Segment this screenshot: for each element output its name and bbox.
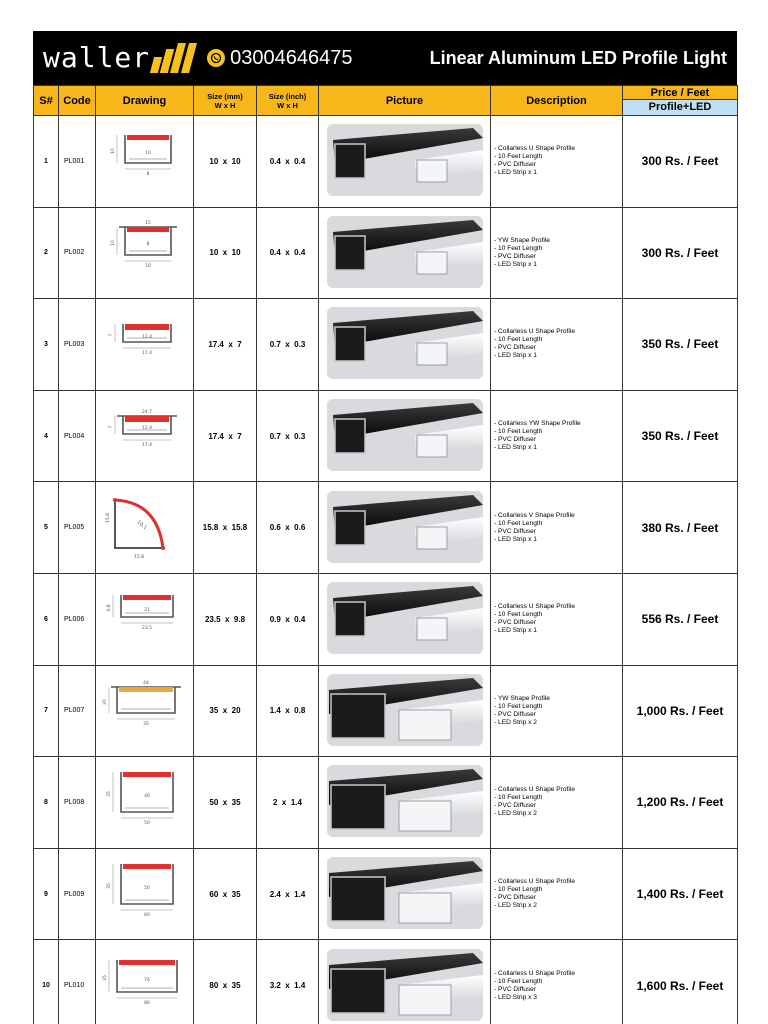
row-picture — [319, 573, 491, 665]
row-drawing — [96, 482, 194, 574]
description-line: - 10 Feet Length — [494, 519, 543, 527]
svg-text:8: 8 — [146, 241, 149, 247]
description-line: - Collarless U Shape Profile — [494, 328, 575, 336]
whatsapp-icon — [207, 49, 225, 67]
row-drawing — [96, 116, 194, 208]
row-size-inch: 0.9 x 0.4 — [257, 573, 319, 665]
row-sn: 10 — [34, 940, 59, 1024]
description-line: - 10 Feet Length — [494, 428, 543, 436]
svg-text:35: 35 — [106, 883, 112, 889]
row-size-inch: 2.4 x 1.4 — [257, 848, 319, 940]
col-sn: S# — [34, 86, 59, 116]
svg-text:17.4: 17.4 — [141, 443, 152, 449]
product-photo-image — [323, 212, 487, 294]
row-sn: 3 — [34, 299, 59, 391]
svg-text:24.7: 24.7 — [141, 410, 152, 416]
description-line: - Collarless YW Shape Profile — [494, 420, 581, 428]
description-line: - PVC Diffuser — [494, 161, 537, 169]
product-photo-image — [323, 395, 487, 477]
table-header-row — [34, 86, 738, 116]
svg-text:17.4: 17.4 — [141, 351, 152, 357]
description-line: - Collarless U Shape Profile — [494, 969, 575, 977]
table-row — [34, 482, 738, 574]
row-size-mm: 23.5 x 9.8 — [194, 573, 257, 665]
description-line: - LED Strip x 1 — [494, 352, 537, 360]
row-sn: 2 — [34, 207, 59, 299]
product-photo-image — [323, 487, 487, 569]
row-size-inch: 0.4 x 0.4 — [257, 207, 319, 299]
product-table — [33, 85, 738, 1024]
row-picture — [319, 390, 491, 482]
description-line: - LED Strip x 2 — [494, 718, 537, 726]
row-picture — [319, 482, 491, 574]
svg-text:20: 20 — [102, 698, 108, 705]
row-code: PL008 — [59, 757, 96, 849]
table-row — [34, 757, 738, 849]
row-description — [491, 390, 623, 482]
row-drawing — [96, 665, 194, 757]
description-line: - YW Shape Profile — [494, 694, 550, 702]
table-row — [34, 848, 738, 940]
row-sn: 1 — [34, 116, 59, 208]
product-photo-image — [323, 120, 487, 202]
svg-text:15.8: 15.8 — [133, 554, 144, 560]
profile-drawing-icon — [97, 946, 193, 1024]
svg-text:60: 60 — [143, 913, 150, 919]
description-line: - PVC Diffuser — [494, 436, 537, 444]
col-description: Description — [491, 86, 623, 116]
row-size-inch: 0.4 x 0.4 — [257, 116, 319, 208]
col-price-label: Price / Feet — [623, 86, 737, 100]
row-code: PL002 — [59, 207, 96, 299]
col-size-inch — [257, 86, 319, 116]
logo-text: waller — [43, 41, 151, 74]
row-size-mm: 17.4 x 7 — [194, 299, 257, 391]
svg-text:7: 7 — [108, 425, 114, 429]
product-photo-image — [323, 670, 487, 752]
row-picture — [319, 116, 491, 208]
row-code: PL004 — [59, 390, 96, 482]
profile-drawing-icon — [97, 396, 193, 476]
col-price — [623, 86, 738, 116]
row-price: 1,400 Rs. / Feet — [623, 848, 738, 940]
row-picture — [319, 940, 491, 1024]
row-size-mm: 80 x 35 — [194, 940, 257, 1024]
description-line: - Collarless V Shape Profile — [494, 511, 575, 519]
row-size-mm: 10 x 10 — [194, 116, 257, 208]
row-price: 350 Rs. / Feet — [623, 299, 738, 391]
row-sn: 7 — [34, 665, 59, 757]
svg-text:35: 35 — [106, 791, 112, 798]
row-size-mm: 60 x 35 — [194, 848, 257, 940]
col-size-inch-label: Size (inch) — [268, 91, 307, 101]
row-price: 1,000 Rs. / Feet — [623, 665, 738, 757]
svg-text:35: 35 — [102, 974, 108, 981]
description-line: - LED Strip x 1 — [494, 535, 537, 543]
col-price-sub: Profile+LED — [623, 100, 737, 115]
svg-text:8: 8 — [146, 172, 149, 178]
svg-text:7: 7 — [108, 334, 114, 337]
description-line: - LED Strip x 3 — [494, 993, 537, 1001]
row-size-mm: 35 x 20 — [194, 665, 257, 757]
table-row — [34, 390, 738, 482]
row-size-inch: 3.2 x 1.4 — [257, 940, 319, 1024]
profile-drawing-icon — [97, 579, 193, 659]
row-size-inch: 1.4 x 0.8 — [257, 665, 319, 757]
row-size-mm: 50 x 35 — [194, 757, 257, 849]
svg-text:12.4: 12.4 — [141, 426, 152, 432]
svg-text:44: 44 — [142, 680, 149, 686]
row-description — [491, 757, 623, 849]
row-picture — [319, 665, 491, 757]
col-size-mm-label: Size (mm) — [207, 91, 243, 101]
page-title: Linear Aluminum LED Profile Light — [429, 47, 727, 68]
row-code: PL006 — [59, 573, 96, 665]
description-line: - 10 Feet Length — [494, 794, 543, 802]
row-drawing — [96, 390, 194, 482]
row-drawing — [96, 940, 194, 1024]
svg-text:10.1: 10.1 — [134, 519, 148, 531]
row-price: 350 Rs. / Feet — [623, 390, 738, 482]
col-code: Code — [59, 86, 96, 116]
description-line: - 10 Feet Length — [494, 336, 543, 344]
product-photo-image — [323, 853, 487, 935]
description-line: - PVC Diffuser — [494, 710, 537, 718]
row-size-inch: 2 x 1.4 — [257, 757, 319, 849]
row-description — [491, 940, 623, 1024]
row-size-inch: 0.7 x 0.3 — [257, 299, 319, 391]
product-photo-image — [323, 761, 487, 843]
svg-text:10: 10 — [110, 148, 116, 155]
svg-text:15: 15 — [144, 220, 151, 226]
profile-drawing-icon — [97, 213, 193, 293]
phone-number: 03004646475 — [230, 46, 353, 69]
brand-logo — [43, 31, 193, 85]
row-price: 556 Rs. / Feet — [623, 573, 738, 665]
description-line: - LED Strip x 1 — [494, 260, 537, 268]
row-description — [491, 482, 623, 574]
col-size-mm-sub: W x H — [214, 100, 236, 110]
profile-drawing-icon — [97, 671, 193, 751]
row-description — [491, 116, 623, 208]
row-drawing — [96, 573, 194, 665]
row-description — [491, 573, 623, 665]
svg-text:50: 50 — [143, 821, 150, 827]
description-line: - 10 Feet Length — [494, 153, 543, 161]
row-drawing — [96, 299, 194, 391]
row-picture — [319, 207, 491, 299]
description-line: - PVC Diffuser — [494, 894, 537, 902]
row-code: PL009 — [59, 848, 96, 940]
product-photo-image — [323, 578, 487, 660]
description-line: - 10 Feet Length — [494, 702, 543, 710]
row-size-inch: 0.7 x 0.3 — [257, 390, 319, 482]
row-drawing — [96, 207, 194, 299]
table-row — [34, 940, 738, 1024]
header-bar — [33, 31, 737, 85]
row-size-inch: 0.6 x 0.6 — [257, 482, 319, 574]
description-line: - PVC Diffuser — [494, 527, 537, 535]
svg-text:23.5: 23.5 — [141, 626, 152, 632]
row-sn: 6 — [34, 573, 59, 665]
profile-drawing-icon — [97, 121, 193, 201]
row-size-mm: 15.8 x 15.8 — [194, 482, 257, 574]
svg-text:9.8: 9.8 — [106, 604, 112, 612]
table-row — [34, 299, 738, 391]
description-line: - LED Strip x 1 — [494, 627, 537, 635]
description-line: - 10 Feet Length — [494, 886, 543, 894]
price-list-page — [33, 31, 737, 1024]
row-description — [491, 848, 623, 940]
svg-text:80: 80 — [143, 1000, 150, 1006]
description-line: - 10 Feet Length — [494, 611, 543, 619]
description-line: - PVC Diffuser — [494, 619, 537, 627]
row-description — [491, 665, 623, 757]
svg-text:10: 10 — [110, 240, 116, 246]
row-picture — [319, 299, 491, 391]
col-drawing: Drawing — [96, 86, 194, 116]
svg-text:10: 10 — [144, 263, 151, 269]
row-code: PL003 — [59, 299, 96, 391]
row-size-mm: 17.4 x 7 — [194, 390, 257, 482]
row-code: PL001 — [59, 116, 96, 208]
description-line: - LED Strip x 1 — [494, 169, 537, 177]
svg-text:12.4: 12.4 — [141, 335, 152, 341]
row-picture — [319, 848, 491, 940]
col-size-inch-sub: W x H — [277, 100, 298, 110]
product-photo-image — [323, 945, 487, 1024]
svg-text:15.8: 15.8 — [105, 512, 111, 523]
svg-text:21: 21 — [143, 608, 150, 614]
row-description — [491, 299, 623, 391]
row-price: 1,200 Rs. / Feet — [623, 757, 738, 849]
logo-bars-icon — [152, 43, 193, 73]
description-line: - YW Shape Profile — [494, 236, 550, 244]
svg-text:50: 50 — [143, 886, 150, 892]
row-price: 380 Rs. / Feet — [623, 482, 738, 574]
row-picture — [319, 757, 491, 849]
description-line: - LED Strip x 2 — [494, 810, 537, 818]
svg-text:74: 74 — [143, 977, 150, 983]
row-code: PL005 — [59, 482, 96, 574]
phone-contact — [207, 47, 352, 70]
description-line: - LED Strip x 1 — [494, 444, 537, 452]
row-drawing — [96, 848, 194, 940]
product-photo-image — [323, 303, 487, 385]
description-line: - PVC Diffuser — [494, 802, 537, 810]
table-row — [34, 207, 738, 299]
profile-drawing-icon — [97, 854, 193, 934]
description-line: - 10 Feet Length — [494, 977, 543, 985]
description-line: - Collarless U Shape Profile — [494, 603, 575, 611]
row-price: 300 Rs. / Feet — [623, 207, 738, 299]
description-line: - Collarless U Shape Profile — [494, 145, 575, 153]
col-size-mm — [194, 86, 257, 116]
description-line: - LED Strip x 2 — [494, 902, 537, 910]
row-sn: 4 — [34, 390, 59, 482]
description-line: - PVC Diffuser — [494, 252, 537, 260]
row-code: PL007 — [59, 665, 96, 757]
svg-text:10: 10 — [144, 151, 151, 157]
description-line: - 10 Feet Length — [494, 244, 543, 252]
row-code: PL010 — [59, 940, 96, 1024]
profile-drawing-icon — [97, 488, 193, 568]
profile-drawing-icon — [97, 762, 193, 842]
profile-drawing-icon — [97, 304, 193, 384]
table-row — [34, 665, 738, 757]
table-row — [34, 116, 738, 208]
table-row — [34, 573, 738, 665]
description-line: - Collarless U Shape Profile — [494, 786, 575, 794]
row-price: 300 Rs. / Feet — [623, 116, 738, 208]
row-price: 1,600 Rs. / Feet — [623, 940, 738, 1024]
col-picture: Picture — [319, 86, 491, 116]
row-sn: 9 — [34, 848, 59, 940]
row-size-mm: 10 x 10 — [194, 207, 257, 299]
row-description — [491, 207, 623, 299]
svg-text:35: 35 — [142, 721, 149, 727]
row-sn: 8 — [34, 757, 59, 849]
svg-text:40: 40 — [143, 794, 150, 800]
row-drawing — [96, 757, 194, 849]
row-sn: 5 — [34, 482, 59, 574]
description-line: - PVC Diffuser — [494, 985, 537, 993]
description-line: - Collarless U Shape Profile — [494, 878, 575, 886]
description-line: - PVC Diffuser — [494, 344, 537, 352]
